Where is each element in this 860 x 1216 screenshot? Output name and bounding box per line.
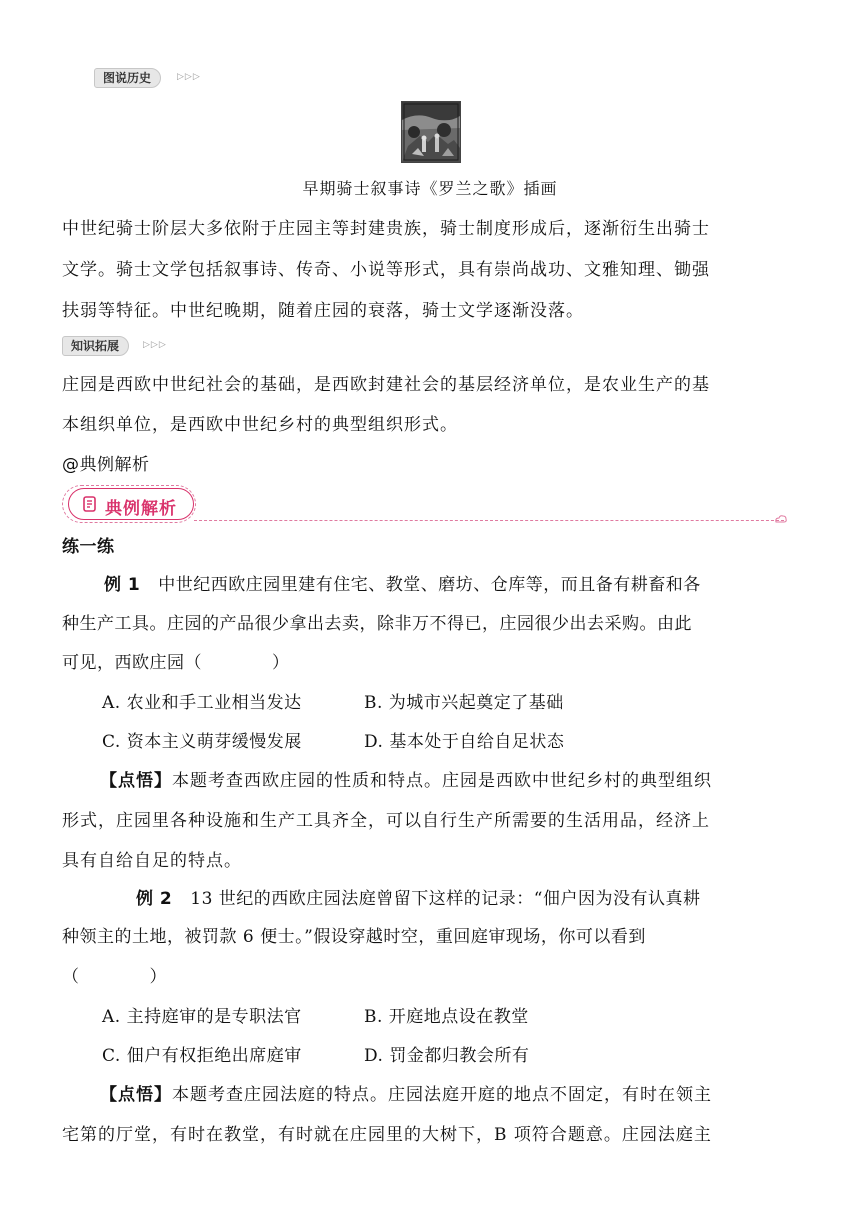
example2-option-c: C. 佃户有权拒绝出席庭审 (102, 1046, 302, 1066)
manor-paragraph-line: 庄园是西欧中世纪社会的基础，是西欧封建社会的基层经济单位，是农业生产的基 (62, 375, 710, 395)
example2-insight-label: 【点悟】 (100, 1085, 172, 1105)
example1-insight-line (62, 766, 797, 791)
knight-paragraph-line: 文学。骑士文学包括叙事诗、传奇、小说等形式，具有崇尚战功、文雅知理、锄强 (62, 260, 710, 280)
knight-illustration-image (402, 102, 460, 162)
knowledge-extension-tag (62, 336, 129, 356)
example1-insight-line: 形式，庄园里各种设施和生产工具齐全，可以自行生产所需要的生活用品，经济上 (62, 811, 710, 831)
example2-option-a: A. 主持庭审的是专职法官 (102, 1007, 302, 1027)
example1-text: 中世纪西欧庄园里建有住宅、教堂、磨坊、仓库等，而且备有耕畜和各 (158, 575, 701, 595)
example2-insight-line (62, 1080, 797, 1105)
knight-illustration (401, 101, 461, 163)
example2-line: （ ） (62, 967, 167, 987)
example1-label: 例 1 (104, 575, 141, 595)
example2-option-b: B. 开庭地点设在教堂 (364, 1007, 529, 1027)
example1-line: 可见，西欧庄园（ ） (62, 653, 290, 673)
banner-label: 典例解析 (105, 499, 177, 519)
example2-option-d: D. 罚金都归教会所有 (364, 1046, 530, 1066)
example-analysis-banner (62, 485, 797, 525)
notebook-icon (82, 496, 98, 512)
knowledge-extension-tag-label: 知识拓展 (71, 339, 120, 353)
knowledge-extension-arrows: ▷▷▷ (143, 340, 167, 350)
banner-dashed-line (194, 520, 784, 521)
example1-option-d: D. 基本处于自给自足状态 (364, 732, 565, 752)
cloud-ornament-icon (774, 513, 788, 525)
picture-history-arrows: ▷▷▷ (177, 72, 201, 82)
picture-history-tag (94, 68, 161, 88)
example2-label: 例 2 (136, 889, 173, 909)
practice-title: 练一练 (62, 537, 115, 557)
example1-insight-text: 本题考查西欧庄园的性质和特点。庄园是西欧中世纪乡村的典型组织 (172, 771, 712, 791)
example1-insight-line: 具有自给自足的特点。 (62, 851, 242, 871)
example1-line: 种生产工具。庄园的产品很少拿出去卖，除非万不得已，庄园很少出去采购。由此 (62, 614, 692, 634)
example1-option-b: B. 为城市兴起奠定了基础 (364, 693, 564, 713)
example2-line (62, 884, 797, 909)
figure-caption: 早期骑士叙事诗《罗兰之歌》插画 (302, 179, 558, 198)
example1-line (62, 570, 797, 595)
example2-insight-line: 宅第的厅堂，有时在教堂，有时就在庄园里的大树下，B 项符合题意。庄园法庭主 (62, 1125, 712, 1145)
knight-paragraph-line: 中世纪骑士阶层大多依附于庄园主等封建贵族，骑士制度形成后，逐渐衍生出骑士 (62, 219, 710, 239)
example1-option-c: C. 资本主义萌芽缓慢发展 (102, 732, 302, 752)
example1-option-a: A. 农业和手工业相当发达 (102, 693, 302, 713)
manor-paragraph-line: 本组织单位，是西欧中世纪乡村的典型组织形式。 (62, 415, 458, 435)
example2-insight-text: 本题考查庄园法庭的特点。庄园法庭开庭的地点不固定，有时在领主 (172, 1085, 712, 1105)
example2-line: 种领主的土地，被罚款 6 便士。”假设穿越时空，重回庭审现场，你可以看到 (62, 927, 646, 947)
knight-paragraph-line: 扶弱等特征。中世纪晚期，随着庄园的衰落，骑士文学逐渐没落。 (62, 301, 584, 321)
section-marker: @典例解析 (62, 455, 150, 475)
picture-history-tag-label: 图说历史 (103, 71, 152, 85)
example1-insight-label: 【点悟】 (100, 771, 172, 791)
example2-text: 13 世纪的西欧庄园法庭曾留下这样的记录：“佃户因为没有认真耕 (190, 889, 701, 909)
